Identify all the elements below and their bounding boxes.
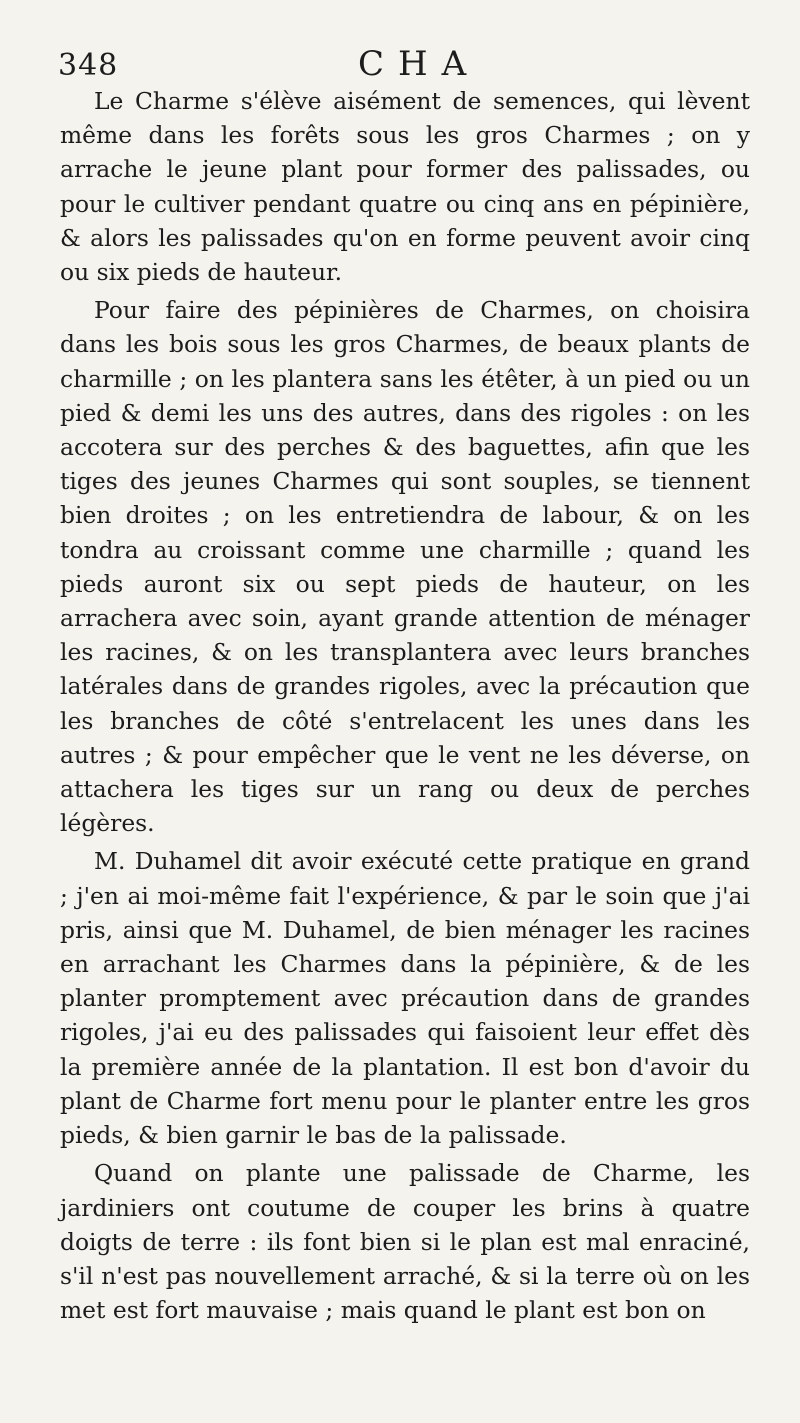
- page-header: [58, 38, 780, 88]
- paragraph: Quand on plante une palissade de Charme, les jardiniers ont coutume de couper les brins à quatre doigts de terre : ils font bien si le plan est mal enraciné, s'il n'est pas nouvellement arraché, & si la terre où on les met est fort mauvaise ; mais quand le plant est bon on: [60, 1159, 750, 1325]
- paragraph: Pour faire des pépinières de Charmes, on choisira dans les bois sous les gros Charmes, de beaux plants de charmille ; on les plantera sans les étêter, à un pied ou un pied & demi les uns des autres, dans des rigoles : on les accotera sur des perches & des baguettes, afin que les tiges des jeunes Charmes qui sont souples, se tiennent bien droites ; on les entretiendra de labour, & on les tondra au croissant comme une charmille ; quand les pieds auront six ou sept pieds de hauteur, on les arrachera avec soin, ayant grande attention de ménager les racines, & on les transplantera avec leurs branches latérales dans de grandes rigoles, avec la précaution que les branches de côté s'entrelacent les unes dans les autres ; & pour empêcher que le vent ne les déverse, on attachera les tiges sur un rang ou deux de perches légères.: [60, 296, 750, 838]
- body-text: [60, 84, 750, 1327]
- paragraph: Le Charme s'élève aisément de semences, qui lèvent même dans les forêts sous les gros Charmes ; on y arrache le jeune plant pour former des palissades, ou pour le cultiver pendant quatre ou cinq ans en pépinière, & alors les palissades qu'on en forme peuvent avoir cinq ou six pieds de hauteur.: [60, 87, 750, 287]
- paragraph: M. Duhamel dit avoir exécuté cette pratique en grand ; j'en ai moi-même fait l'expérience, & par le soin que j'ai pris, ainsi que M. Duhamel, de bien ménager les racines en arrachant les Charmes dans la pépinière, & de les planter promptement avec précaution dans de grandes rigoles, j'ai eu des palissades qui faisoient leur effet dès la première année de la plantation. Il est bon d'avoir du plant de Charme fort menu pour le planter entre les gros pieds, & bien garnir le bas de la palissade.: [60, 847, 750, 1150]
- running-head: CHA: [358, 44, 481, 84]
- page-number: 348: [58, 48, 119, 83]
